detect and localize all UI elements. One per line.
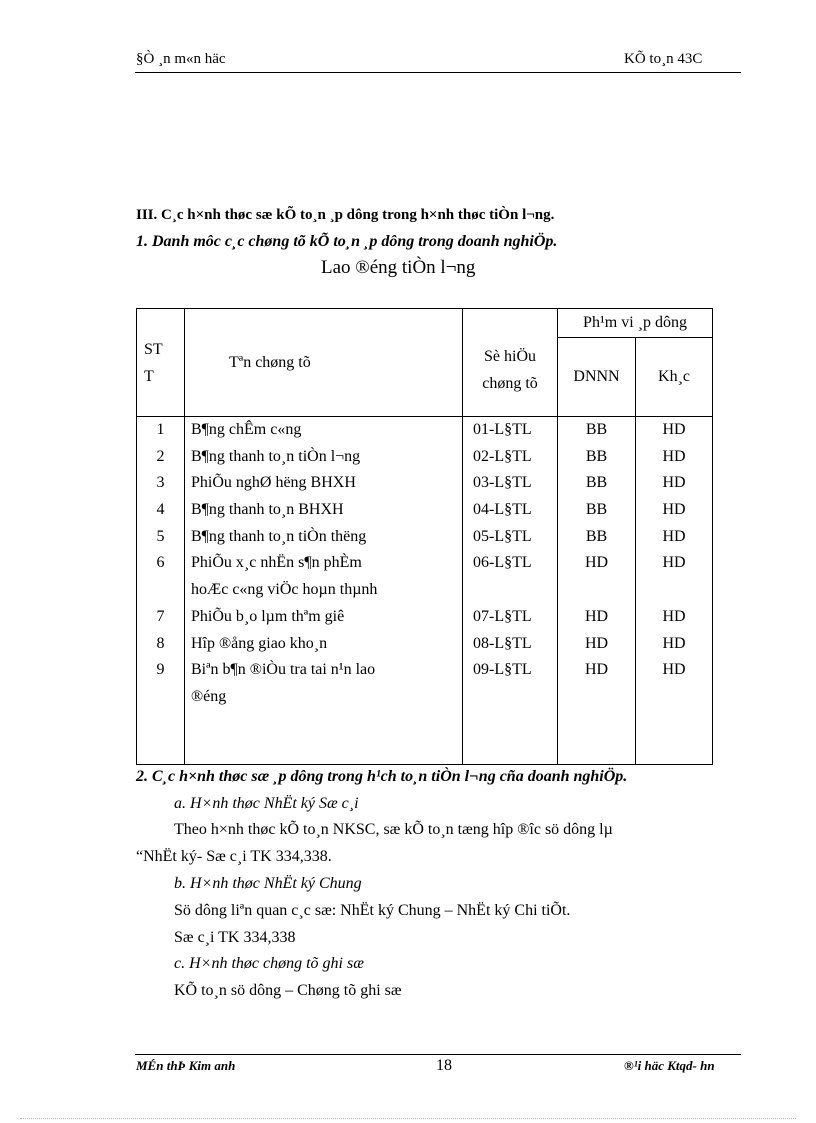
name-cell: B¶ng thanh to¸n BHXH xyxy=(191,501,344,519)
footer-left: MÉn thÞ Kim anh xyxy=(136,1058,236,1073)
stt-cell: 1 xyxy=(156,421,165,438)
code-cell: 08-L§TL xyxy=(473,634,532,652)
table-caption: Lao ®éng tiÒn l¬ng xyxy=(321,257,476,278)
dnnn-cell: BB xyxy=(585,527,608,545)
footer-right: ®¹i häc Ktqd- hn xyxy=(624,1058,715,1073)
stt-cell: 6 xyxy=(156,554,165,572)
header-right: KÕ to¸n 43C xyxy=(624,51,703,67)
code-cell: 09-L§TL xyxy=(473,661,532,679)
khac-cell: HD xyxy=(662,634,686,652)
stt-cell: 7 xyxy=(156,607,165,625)
name-cell: B¶ng thanh to¸n tiÒn thëng xyxy=(191,527,367,545)
dnnn-cell: HD xyxy=(584,634,609,652)
khac-cell: HD xyxy=(662,474,686,492)
item-a-text-2: “NhËt ký- Sæ c¸i TK 334,338. xyxy=(136,848,332,865)
stt-cell: 2 xyxy=(156,447,165,465)
item-b-text-2: Sæ c¸i TK 334,338 xyxy=(174,929,296,946)
item-b-title: b. H×nh thøc NhËt ký Chung xyxy=(174,875,362,892)
code-spacer xyxy=(473,577,557,604)
header-rule xyxy=(135,72,741,73)
subsection-1-title: 1. Danh môc c¸c chøng tõ kÕ to¸n ¸p dông trong doanh nghiÖp. xyxy=(136,233,558,250)
table-body xyxy=(137,417,713,765)
name-cell: Biªn b¶n ®iÒu tra tai n¹n lao xyxy=(191,661,376,679)
col-khac xyxy=(636,417,713,765)
khac-cell: HD xyxy=(662,607,686,625)
header-dnnn: DNNN xyxy=(558,338,636,417)
col-name xyxy=(185,417,463,765)
name-cell: B¶ng chÊm c«ng xyxy=(191,421,302,438)
dnnn-cell: BB xyxy=(585,501,608,519)
code-cell: 07-L§TL xyxy=(473,607,532,625)
name-cell-cont: hoÆc c«ng viÖc hoµn thµnh xyxy=(191,581,378,599)
khac-cell: HD xyxy=(662,501,686,519)
header-code-line2: chøng tõ xyxy=(482,374,538,392)
header-name: Tªn chøng tõ xyxy=(185,309,463,417)
header-code xyxy=(463,309,558,417)
code-cell: 05-L§TL xyxy=(473,527,532,545)
name-cell: PhiÕu x¸c nhËn s¶n phÈm xyxy=(191,554,362,572)
header-stt-line1: ST xyxy=(144,340,163,358)
page-number: 18 xyxy=(436,1057,452,1074)
khac-cell: HD xyxy=(662,554,686,572)
item-a-title: a. H×nh thøc NhËt ký Sæ c¸i xyxy=(174,795,359,812)
header-stt xyxy=(137,309,185,417)
col-code xyxy=(463,417,558,765)
col-stt xyxy=(137,417,185,765)
name-cell: PhiÕu nghØ hëng BHXH xyxy=(191,474,356,492)
stt-cell: 4 xyxy=(156,501,165,519)
header-khac: Kh¸c xyxy=(636,338,713,417)
page-edge-dots xyxy=(20,1118,796,1119)
name-cell: Hîp ®ång giao kho¸n xyxy=(191,634,328,652)
header-left: §Ò ¸n m«n häc xyxy=(136,51,226,67)
item-c-text-1: KÕ to¸n sö dông – Chøng tõ ghi sæ xyxy=(174,982,402,999)
item-b-text-1: Sö dông liªn quan c¸c sæ: NhËt ký Chung – NhËt ký Chi tiÕt. xyxy=(174,902,571,919)
stt-cell: 9 xyxy=(156,661,165,679)
code-cell: 04-L§TL xyxy=(473,501,532,519)
col-dnnn xyxy=(558,417,636,765)
stt-cell: 3 xyxy=(156,474,165,492)
dnnn-cell: HD xyxy=(584,661,609,679)
header-stt-line2: T xyxy=(144,367,154,385)
section-title: III. C¸c h×nh thøc sæ kÕ to¸n ¸p dông trong h×nh thøc tiÒn l¬ng. xyxy=(136,207,555,223)
code-cell: 02-L§TL xyxy=(473,447,532,465)
khac-cell: HD xyxy=(662,421,686,438)
dnnn-cell: BB xyxy=(585,447,608,465)
code-cell: 01-L§TL xyxy=(473,421,532,438)
dnnn-cell: HD xyxy=(584,554,609,572)
dnnn-cell: HD xyxy=(584,607,609,625)
stt-cell: 8 xyxy=(156,634,165,652)
khac-cell: HD xyxy=(662,447,686,465)
name-cell: PhiÕu b¸o lµm thªm giê xyxy=(191,607,345,625)
khac-cell: HD xyxy=(662,661,686,679)
dnnn-spacer xyxy=(558,577,635,604)
header-scope: Ph¹m vi ¸p dông xyxy=(558,309,713,338)
dnnn-cell: BB xyxy=(585,421,608,438)
khac-spacer xyxy=(636,577,712,604)
header-code-line1: Sè hiÖu xyxy=(484,347,536,365)
documents-table xyxy=(136,308,713,765)
name-cell-cont: ®éng xyxy=(191,687,227,705)
footer-rule xyxy=(135,1054,741,1055)
dnnn-cell: BB xyxy=(585,474,608,492)
khac-cell: HD xyxy=(662,527,686,545)
stt-spacer xyxy=(137,577,184,604)
subsection-2-title: 2. C¸c h×nh thøc sæ ¸p dông trong h¹ch to¸n tiÒn l¬ng cña doanh nghiÖp. xyxy=(136,768,628,785)
code-cell: 06-L§TL xyxy=(473,554,532,572)
name-cell: B¶ng thanh to¸n tiÒn l¬ng xyxy=(191,447,361,465)
item-c-title: c. H×nh thøc chøng tõ ghi sæ xyxy=(174,955,364,972)
code-cell: 03-L§TL xyxy=(473,474,532,492)
item-a-text-1: Theo h×nh thøc kÕ to¸n NKSC, sæ kÕ to¸n tæng hîp ®îc sö dông lµ xyxy=(174,821,613,838)
stt-cell: 5 xyxy=(156,527,165,545)
